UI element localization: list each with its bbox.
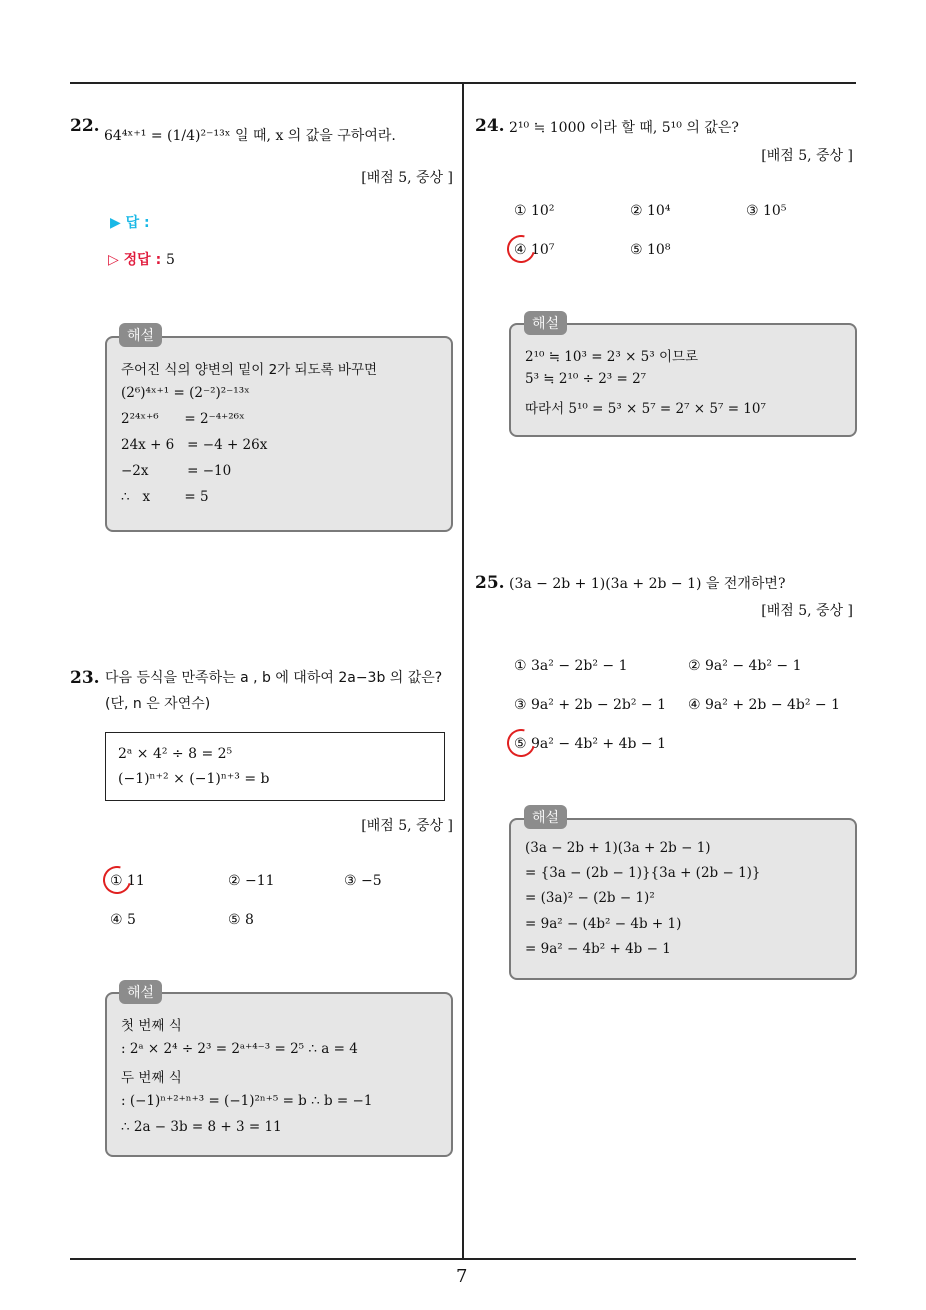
q23-sol-line-4: : (−1)ⁿ⁺²⁺ⁿ⁺³ = (−1)²ⁿ⁺⁵ = b ∴ b = −1	[121, 1093, 373, 1109]
q22-math: 64⁴ˣ⁺¹ = (1/4)²⁻¹³ˣ	[104, 128, 231, 144]
q24-score: [배점 5, 중상 ]	[761, 148, 853, 164]
q23-equation-2: (−1)ⁿ⁺² × (−1)ⁿ⁺³ = b	[118, 771, 270, 787]
q23-choice-4[interactable]: ④ 5	[110, 912, 136, 928]
q25-choice-1[interactable]: ① 3a² − 2b² − 1	[514, 658, 628, 674]
q24-choice-5[interactable]: ⑤ 10⁸	[630, 242, 671, 258]
q25-solution-box	[509, 818, 857, 980]
q22-correct-row	[108, 249, 175, 269]
q23-solution-tag: 해설	[119, 980, 162, 1004]
q22-sol-line-1: 주어진 식의 양변의 밑이 2가 되도록 바꾸면	[121, 362, 378, 378]
q22-sol-line-6: ∴ x = 5	[121, 489, 209, 505]
q23-choice-3[interactable]: ③ −5	[344, 873, 382, 889]
q25-question: (3a − 2b + 1)(3a + 2b − 1) 을 전개하면?	[509, 576, 786, 592]
q23-answer-mark	[98, 861, 136, 899]
q24-choice-1[interactable]: ① 10²	[514, 203, 555, 219]
q23-number: 23.	[70, 668, 100, 688]
q23-sol-line-5: ∴ 2a − 3b = 8 + 3 = 11	[121, 1119, 282, 1135]
q24-sol-line-2: 5³ ≒ 2¹⁰ ÷ 2³ = 2⁷	[525, 371, 647, 387]
q22-sol-line-4: 24x + 6 = −4 + 26x	[121, 437, 268, 453]
q23-equation-box	[105, 732, 445, 801]
q23-equation-1: 2ᵃ × 4² ÷ 8 = 2⁵	[118, 746, 233, 762]
q22-solution-box	[105, 336, 453, 532]
q25-choice-4[interactable]: ④ 9a² + 2b − 4b² − 1	[688, 697, 841, 713]
q23-choice-1[interactable]: ① 11	[110, 873, 145, 889]
q23-solution-box	[105, 992, 453, 1157]
q22-answer-label: ▶ 답 :	[110, 215, 150, 231]
q22-sol-line-3: 2²⁴ˣ⁺⁶ = 2⁻⁴⁺²⁶ˣ	[121, 411, 245, 427]
q24-sol-line-3: 따라서 5¹⁰ = 5³ × 5⁷ = 2⁷ × 5⁷ = 10⁷	[525, 401, 766, 417]
q24-choice-3[interactable]: ③ 10⁵	[746, 203, 787, 219]
q23-score: [배점 5, 중상 ]	[361, 818, 453, 834]
q25-sol-line-4: = 9a² − (4b² − 4b + 1)	[525, 916, 682, 932]
q25-sol-line-1: (3a − 2b + 1)(3a + 2b − 1)	[525, 840, 711, 856]
q24-number: 24.	[475, 116, 505, 136]
q22-correct-label: ▷ 정답 :	[108, 252, 162, 268]
q22-text: 일 때, x 의 값을 구하여라.	[230, 128, 396, 144]
q25-sol-line-5: = 9a² − 4b² + 4b − 1	[525, 941, 671, 957]
q25-score: [배점 5, 중상 ]	[761, 603, 853, 619]
page-number: 7	[456, 1266, 468, 1287]
q24-solution-tag: 해설	[524, 311, 567, 335]
q23-sol-line-1: 첫 번째 식	[121, 1018, 182, 1034]
q22-correct-value: 5	[166, 252, 175, 268]
q22-question	[104, 126, 396, 146]
q23-choice-2[interactable]: ② −11	[228, 873, 275, 889]
q25-solution-tag: 해설	[524, 805, 567, 829]
q24-solution-box	[509, 323, 857, 437]
q24-answer-mark	[502, 230, 540, 268]
bottom-rule	[70, 1258, 856, 1260]
q25-sol-line-2: = {3a − (2b − 1)}{3a + (2b − 1)}	[525, 865, 761, 881]
q23-sol-line-2: : 2ᵃ × 2⁴ ÷ 2³ = 2ᵃ⁺⁴⁻³ = 2⁵ ∴ a = 4	[121, 1041, 358, 1057]
q23-choice-5[interactable]: ⑤ 8	[228, 912, 254, 928]
column-divider	[462, 83, 464, 1258]
q22-sol-line-5: −2x = −10	[121, 463, 232, 479]
q25-answer-mark	[502, 724, 540, 762]
q23-question: 다음 등식을 만족하는 a , b 에 대하여 2a−3b 의 값은?	[105, 670, 443, 686]
q22-number: 22.	[70, 116, 100, 136]
q24-question: 2¹⁰ ≒ 1000 이라 할 때, 5¹⁰ 의 값은?	[509, 120, 739, 136]
q25-choice-2[interactable]: ② 9a² − 4b² − 1	[688, 658, 802, 674]
q25-choice-5[interactable]: ⑤ 9a² − 4b² + 4b − 1	[514, 736, 667, 752]
q24-sol-line-1: 2¹⁰ ≒ 10³ = 2³ × 5³ 이므로	[525, 349, 699, 365]
q25-choice-3[interactable]: ③ 9a² + 2b − 2b² − 1	[514, 697, 667, 713]
q24-choice-4[interactable]: ④ 10⁷	[514, 242, 555, 258]
q25-number: 25.	[475, 573, 505, 593]
q22-solution-tag: 해설	[119, 323, 162, 347]
q22-score: [배점 5, 중상 ]	[361, 170, 453, 186]
q22-sol-line-2: (2⁶)⁴ˣ⁺¹ = (2⁻²)²⁻¹³ˣ	[121, 385, 250, 401]
q23-sol-line-3: 두 번째 식	[121, 1070, 182, 1086]
q25-sol-line-3: = (3a)² − (2b − 1)²	[525, 890, 655, 906]
q24-choice-2[interactable]: ② 10⁴	[630, 203, 671, 219]
q23-question-note: (단, n 은 자연수)	[105, 696, 211, 712]
